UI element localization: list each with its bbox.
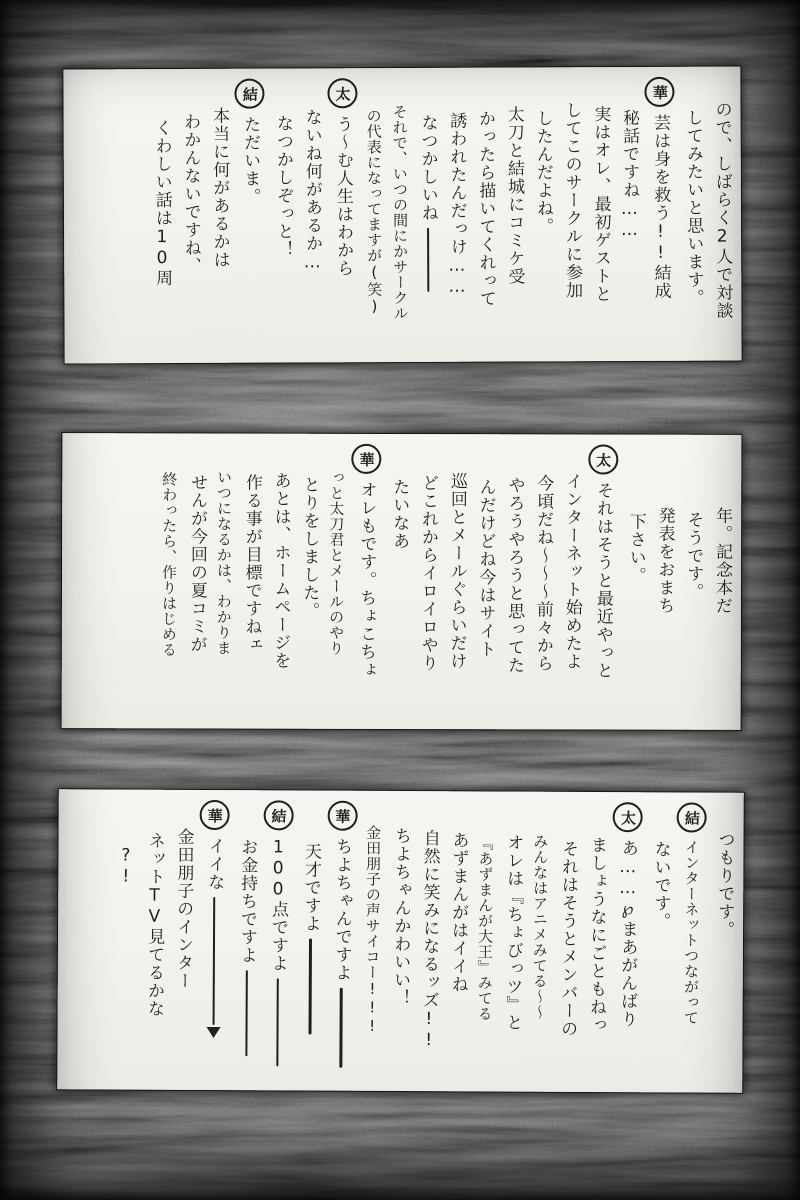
text-column: [612, 802, 643, 1084]
column-text: ?!: [115, 845, 136, 888]
column-text: 金田朋子のインター: [172, 827, 194, 990]
column-text: つもりです。: [714, 830, 735, 939]
column-text: してこのサークルに参加: [561, 101, 583, 300]
column-text: 発表をおまち: [654, 506, 675, 615]
column-text: ので、しばらく2人で対談: [711, 100, 733, 320]
text-column: [351, 444, 382, 721]
talk-panel-1: [63, 67, 741, 364]
text-column: [270, 114, 295, 354]
column-text: ましょうなにごともねっ: [585, 835, 607, 1035]
text-column: [444, 831, 469, 1083]
column-text: オレもです。ちょこちょ: [355, 480, 377, 679]
column-text: あずまんがはイイね: [447, 831, 469, 994]
column-text: 金田朋子の声サイコー!!!: [363, 824, 383, 1036]
text-column: [158, 471, 180, 720]
speaker-mark-結: 結: [677, 802, 707, 832]
column-text: 『あずまんが大王』みてる: [475, 835, 495, 1022]
text-column: [473, 835, 495, 1083]
column-text: かったら描いてくれって: [474, 109, 496, 308]
text-column: [443, 472, 467, 721]
column-text: なつかしぞっと！: [272, 114, 294, 259]
column-text: ネットTV見てるかな: [143, 831, 165, 1018]
column-text: 巡回とメールぐらいだけ: [446, 472, 467, 671]
column-text: インターネットつながって: [681, 839, 701, 1026]
text-column: [680, 511, 704, 722]
speaker-mark-華: 華: [200, 800, 230, 830]
column-text: いつになるかは、わかりま: [214, 469, 234, 656]
text-column: [387, 827, 412, 1083]
text-column: [501, 476, 525, 721]
column-text: あとは、ホームページを: [270, 471, 291, 670]
text-column: [262, 800, 293, 1082]
column-text: お金持ちですよ: [236, 838, 258, 965]
text-column: [622, 513, 646, 722]
text-column: [415, 474, 439, 721]
column-text: それはそうと最近やっと: [592, 481, 614, 680]
column-text: 終わったら、作りはじめる: [159, 471, 179, 658]
text-column: [327, 78, 358, 354]
text-column: [212, 470, 234, 721]
column-text: わかんないですね、: [180, 112, 201, 275]
text-column: [112, 845, 137, 1081]
text-column: [443, 112, 468, 354]
text-column: [616, 109, 641, 353]
column-text: ないです。: [650, 840, 671, 931]
column-text: それはそうとメンバーの: [557, 839, 579, 1038]
column-text: 秘話ですね……: [618, 108, 640, 242]
text-column: [198, 800, 229, 1082]
column-text: たいなあ: [389, 477, 410, 551]
text-column: [415, 114, 440, 354]
text-column: [645, 77, 676, 353]
text-column: [472, 478, 496, 721]
speaker-mark-太: 太: [613, 802, 643, 832]
text-column: [416, 829, 441, 1083]
column-text: 年。記念本だ: [711, 506, 733, 615]
column-text: やろうやろうと思ってた: [503, 476, 525, 675]
speaker-mark-結: 結: [235, 79, 265, 109]
column-text: ちよちゃんですよ: [331, 837, 353, 982]
text-column: [559, 101, 584, 353]
text-column: [554, 840, 579, 1084]
text-column: [238, 474, 262, 721]
column-text: んだけどね今はサイト: [475, 478, 496, 659]
text-column: [267, 472, 291, 721]
column-text: 自然に笑みになるッズ!!: [418, 829, 440, 1052]
text-column: [297, 842, 322, 1082]
column-text: 天才ですよ: [300, 842, 322, 933]
text-column: [184, 473, 208, 720]
dash-line: [309, 939, 312, 1035]
talk-panel-3-text: [57, 789, 744, 1093]
column-text: 太刀と結城にコミケ受: [503, 105, 525, 286]
speaker-mark-太: 太: [327, 78, 357, 108]
column-text: みんなはアニメみてる〜〜: [530, 833, 550, 1020]
column-text: ただいま。: [240, 115, 261, 206]
column-text: 本当に何があるかは: [208, 106, 230, 269]
speaker-mark-華: 華: [645, 77, 675, 107]
column-text: してみたいと思います。: [682, 108, 704, 307]
text-column: [709, 507, 733, 722]
text-column: [235, 79, 266, 355]
text-column: [169, 828, 194, 1082]
text-column: [233, 838, 258, 1082]
text-column: [530, 474, 554, 721]
text-column: [583, 836, 608, 1084]
text-column: [530, 109, 555, 353]
column-text: オレは『ちょびっツ』と: [502, 833, 524, 1032]
text-column: [206, 107, 231, 355]
column-text: インターネット始めたよ: [561, 472, 583, 671]
column-text: イイな: [204, 836, 225, 892]
text-column: [361, 825, 383, 1083]
column-text: ちよちゃんかわいい！: [390, 826, 412, 1008]
column-text: それで、いつの間にかサークル: [390, 103, 410, 322]
text-column: [389, 104, 411, 354]
speaker-mark-華: 華: [327, 801, 357, 831]
text-column: [587, 105, 612, 353]
arrow-down-icon: [207, 1027, 221, 1038]
text-column: [675, 802, 706, 1084]
column-text: せんが今回の夏コミが: [186, 473, 208, 654]
talk-panel-2: [62, 433, 742, 730]
talk-panel-2-text: [62, 433, 742, 730]
column-text: 芸は身を救う!!結成: [649, 113, 671, 300]
text-column: [299, 108, 324, 354]
column-text: の代表になってますが(笑): [364, 108, 384, 316]
text-column: [472, 110, 497, 354]
talk-panel-1-text: [63, 67, 741, 364]
column-text: したんだよね。: [532, 109, 554, 236]
text-column: [149, 119, 174, 355]
text-column: [651, 507, 675, 722]
column-text: 100点ですよ: [267, 837, 289, 973]
column-text: あ……℘まあがんばり: [616, 839, 638, 1029]
text-column: [326, 801, 357, 1083]
text-column: [363, 108, 385, 354]
text-column: [177, 113, 202, 355]
column-text: う〜む人生はわから: [332, 115, 354, 278]
column-text: くわしい話は10周: [151, 119, 173, 288]
text-column: [296, 476, 320, 721]
dash-line: [245, 970, 248, 1056]
column-text: 誘われたんだっけ……: [446, 111, 467, 298]
dash-line: [340, 988, 343, 1068]
column-text: 作る事が目標ですねェ: [241, 473, 262, 654]
text-column: [501, 105, 526, 353]
column-text: とりをしました。: [299, 475, 320, 620]
column-text: どこれからイロイロやり: [417, 474, 439, 673]
dash-line: [276, 978, 279, 1066]
column-text: 今頃だね〜〜〜前々から: [532, 474, 554, 673]
text-column: [386, 478, 410, 721]
dash-line: [212, 897, 215, 1025]
text-column: [325, 470, 347, 721]
text-column: [680, 109, 705, 353]
text-column: [499, 834, 524, 1084]
dash-line: [427, 228, 430, 292]
speaker-mark-太: 太: [588, 444, 618, 474]
speaker-mark-華: 華: [352, 444, 382, 474]
text-column: [141, 832, 166, 1082]
text-column: [709, 101, 734, 353]
text-column: [528, 834, 550, 1084]
text-column: [647, 840, 672, 1084]
text-column: [710, 831, 735, 1085]
text-column: [587, 444, 618, 721]
column-text: そうです。: [683, 510, 704, 601]
column-text: 下さい。: [625, 512, 646, 585]
column-text: ないね何があるか…: [301, 108, 323, 274]
column-text: っと太刀君とメールのやり: [327, 469, 346, 656]
speaker-mark-結: 結: [263, 800, 293, 830]
text-column: [559, 472, 583, 721]
talk-panel-3: [57, 789, 744, 1093]
column-text: 実はオレ、最初ゲストと: [590, 105, 611, 304]
column-text: なつかしいね: [417, 113, 438, 222]
